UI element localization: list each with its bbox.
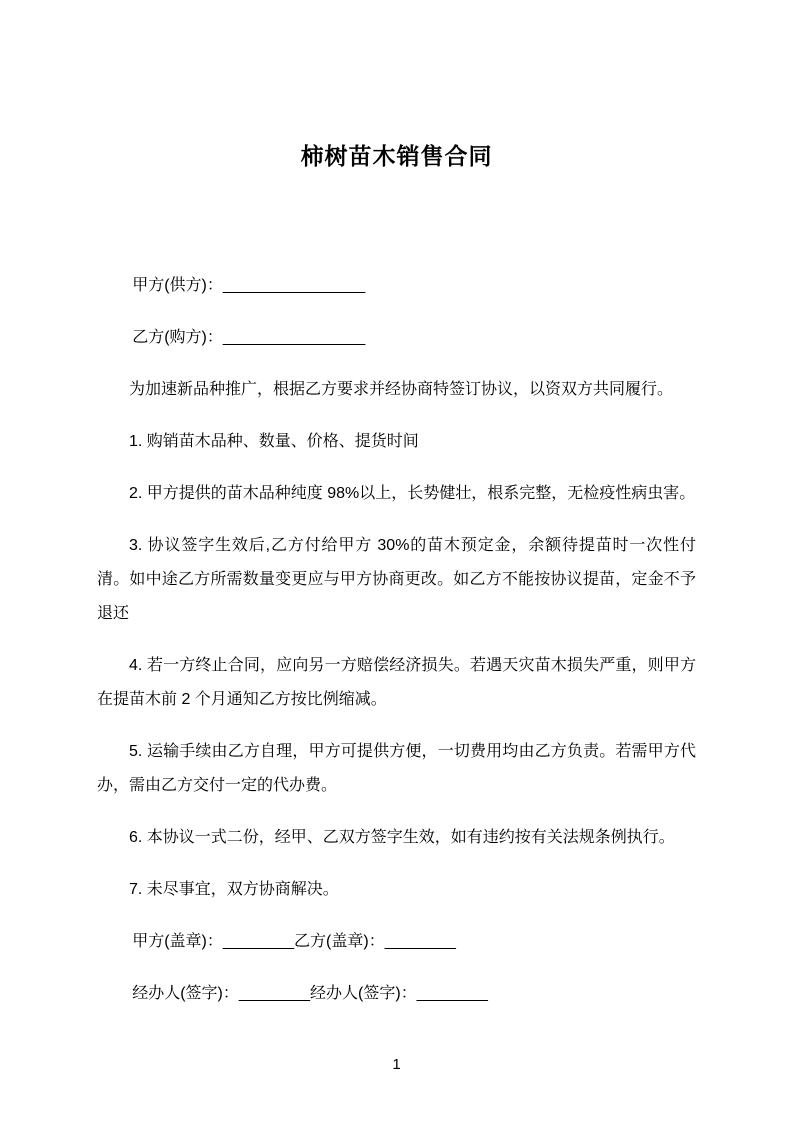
handler-b-blank: ________ xyxy=(416,985,488,1002)
party-a-blank: ________________ xyxy=(222,277,366,294)
intro-paragraph: 为加速新品种推广，根据乙方要求并经协商特签订协议，以资双方共同履行。 xyxy=(129,381,674,398)
party-a-stamp-blank: ________ xyxy=(222,933,295,950)
party-b-stamp-label: 乙方(盖章)： xyxy=(294,933,385,950)
party-b-line xyxy=(97,321,696,355)
signature-row-stamp xyxy=(97,925,696,959)
signature-row-handler xyxy=(97,977,696,1011)
party-b-label: 乙方(购方)： xyxy=(132,329,223,346)
handler-a-label: 经办人(签字)： xyxy=(132,985,239,1002)
party-a-line xyxy=(97,269,696,303)
page-number: 1 xyxy=(392,1056,401,1073)
clause-3: 3. 协议签字生效后,乙方付给甲方 30%的苗木预定金，余额待提苗时一次性付清。如中途乙方所需数量变更应与甲方协商更改。如乙方不能按协议提苗，定金不予退还 xyxy=(97,537,696,622)
clause-4: 4. 若一方终止合同，应向另一方赔偿经济损失。若遇天灾苗木损失严重，则甲方在提苗木前 2 个月通知乙方按比例缩减。 xyxy=(97,657,696,708)
clause-2: 2. 甲方提供的苗木品种纯度 98%以上，长势健壮，根系完整，无检疫性病虫害。 xyxy=(129,485,696,502)
clause-5: 5. 运输手续由乙方自理，甲方可提供方便，一切费用均由乙方负责。若需甲方代办，需由乙方交付一定的代办费。 xyxy=(97,743,696,794)
handler-b-label: 经办人(签字)： xyxy=(310,985,417,1002)
clause-6: 6. 本协议一式二份，经甲、乙双方签字生效，如有违约按有关法规条例执行。 xyxy=(129,829,675,846)
clause-1: 1. 购销苗木品种、数量、价格、提货时间 xyxy=(129,433,419,450)
party-a-stamp-label: 甲方(盖章)： xyxy=(132,933,223,950)
party-a-label: 甲方(供方)： xyxy=(132,277,223,294)
party-b-blank: ________________ xyxy=(222,329,366,346)
contract-title: 柿树苗木销售合同 xyxy=(300,143,493,169)
handler-a-blank: ________ xyxy=(238,985,311,1002)
clause-7: 7. 未尽事宜，双方协商解决。 xyxy=(129,881,339,898)
party-b-stamp-blank: ________ xyxy=(384,933,456,950)
